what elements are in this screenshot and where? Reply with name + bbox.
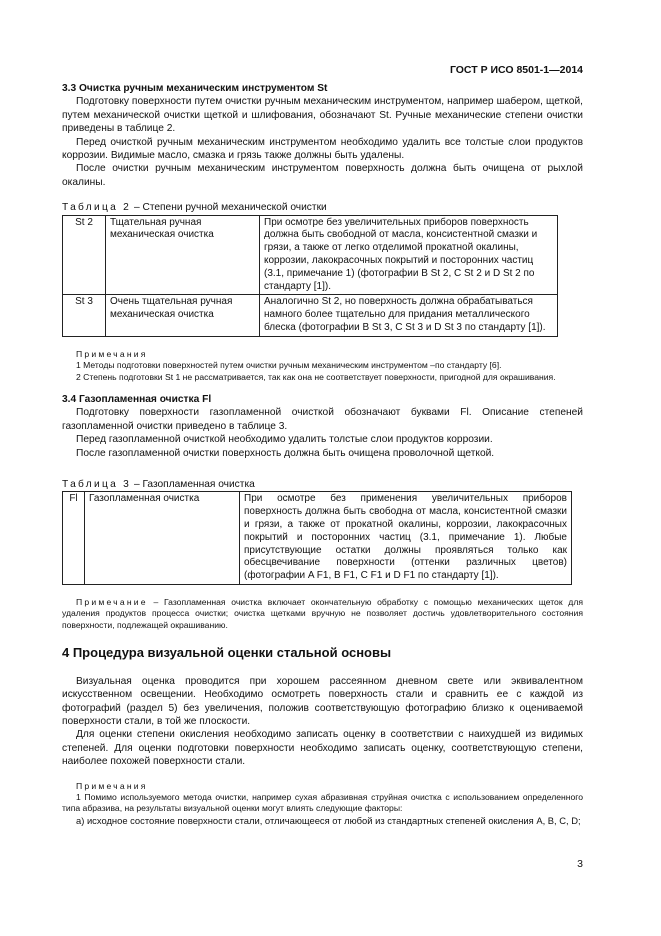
- section-3-4-paragraph-1: Подготовку поверхности газопламенной очисткой обозначают буквами Fl. Описание степеней газопламенной очистки приведено в таблице 3.: [62, 407, 583, 432]
- section-4-paragraph-2: Для оценки степени окисления необходимо записать оценку в соответствии с наихудшей из видимых степеней. Для оценки подготовки поверхности необходимо записать оценку, соответствующую степени, наиболее похожей поверхности стали.: [62, 729, 583, 768]
- section-3-3-heading: 3.3 Очистка ручным механическим инструментом St: [62, 83, 328, 94]
- table-2-notes: [62, 349, 583, 383]
- note-1: 1 Помимо используемого метода очистки, например сухая абразивная струйная очистка с использованием определенного типа абразива, на результаты визуальной оценки могут влиять следующие факторы:: [62, 791, 583, 814]
- notes-title: Примечания: [76, 780, 148, 791]
- section-3-3-paragraph-2: Перед очисткой ручным механическим инструментом необходимо удалить все толстые слои продуктов коррозии. Видимые масло, смазка и грязь также должны быть удалены.: [62, 136, 583, 162]
- table-cell-name: Газопламенная очистка: [85, 492, 240, 585]
- section-3-3-paragraph-1: Подготовку поверхности путем очистки ручным механическим инструментом, например шабером, щеткой, путем механической очистки щеткой и шлифования, обозначают St. Ручные механические степени очистки приведены в таблице 2.: [62, 96, 583, 135]
- page-number: 3: [577, 858, 583, 870]
- section-3-3-paragraph-3: После очистки ручным механическим инструментом поверхность должна быть очищена от рыхлой окалины.: [62, 163, 583, 188]
- section-3-4-paragraph-3: После газопламенной очистки поверхность должна быть очищена проволочной щеткой.: [76, 447, 495, 459]
- table-cell-name: Тщательная ручная механическая очистка: [106, 215, 260, 295]
- table-2-caption-text: – Степени ручной механической очистки: [131, 202, 327, 214]
- table-row: [63, 215, 558, 295]
- table-3-note: [62, 597, 583, 631]
- table-2-caption: [62, 201, 583, 214]
- table-cell-description: При осмотре без увеличительных приборов поверхность должна быть свободной от масла, консистентной смазки и грязи, а также от легко отделимой прокатной окалины, коррозии, лакокрасочных покрытий и посторонних частиц (3.1, примечание 1) (фотографии B St 2, C St 2 и D St 2 по стандарту [1]).: [260, 215, 558, 295]
- table-3-caption-label: Таблица 3: [62, 479, 132, 491]
- note-label: Примечание: [76, 597, 148, 608]
- table-row: [63, 492, 572, 585]
- table-cell-name: Очень тщательная ручная механическая очистка: [106, 295, 260, 336]
- page-content: [62, 82, 583, 826]
- note-body: – Газопламенная очистка включает окончательную обработку с помощью механических щеток для удаления продуктов процесса очистки; очистка щетками вручную не позволяет достичь удовлетворительного состояния поверхности, подлежащей окрашиванию.: [62, 597, 583, 630]
- table-3: [62, 491, 572, 585]
- table-cell-description: Аналогично St 2, но поверхность должна обрабатываться намного более тщательно для придания металлического блеска (фотографии B St 3, C St 3 и D St 3 по стандарту [1]).: [260, 295, 558, 336]
- note-1: 1 Методы подготовки поверхностей путем очистки ручным механическим инструментом –по стандарту [6].: [76, 360, 502, 371]
- note-text: [62, 597, 583, 631]
- table-2: [62, 215, 558, 337]
- section-3-4-paragraph-2: Перед газопламенной очисткой необходимо удалить толстые слои продуктов коррозии.: [76, 434, 493, 446]
- table-3-caption-text: – Газопламенная очистка: [131, 479, 255, 491]
- section-3-4-heading: 3.4 Газопламенная очистка Fl: [62, 394, 212, 406]
- table-3-caption: [62, 478, 583, 491]
- note-item-a: а) исходное состояние поверхности стали, отличающееся от любой из стандартных степеней окисления A, B, C, D;: [76, 814, 581, 826]
- section-4-heading: 4 Процедура визуальной оценки стальной основы: [62, 645, 392, 661]
- table-row: [63, 295, 558, 336]
- table-cell-description: При осмотре без применения увеличительных приборов поверхность должна быть свободна от масла, консистентной смазки и грязи, а также от прокатной окалины, коррозии, лакокрасочных покрытий и посторонних частиц (3.1, примечание 1). Любые присутствующие остатки должны проявляться только как обесцвечивание поверхности (оттенки различных цветов) (фотографии A F1, B F1, C F1 и D F1 по стандарту [1]).: [240, 492, 572, 585]
- table-cell-code: St 2: [63, 215, 106, 295]
- section-4-notes: [62, 781, 583, 827]
- notes-title: Примечания: [76, 348, 148, 359]
- section-4-paragraph-1: Визуальная оценка проводится при хорошем рассеянном дневном свете или эквивалентном искусственном освещении. Необходимо осмотреть поверхность стали и сравнить ее с каждой из фотографий (раздел 5) без увеличения, положив соответствующую фотографию близко к оцениваемой поверхности стали, в той же плоскости.: [62, 675, 583, 727]
- table-2-caption-label: Таблица 2: [62, 202, 132, 214]
- table-cell-code: St 3: [63, 295, 106, 336]
- table-cell-code: Fl: [63, 492, 85, 585]
- note-2: 2 Степень подготовки St 1 не рассматривается, так как она не соответствует поверхности, пригодной для окрашивания.: [76, 371, 556, 382]
- document-code-header: ГОСТ Р ИСО 8501-1—2014: [449, 64, 583, 76]
